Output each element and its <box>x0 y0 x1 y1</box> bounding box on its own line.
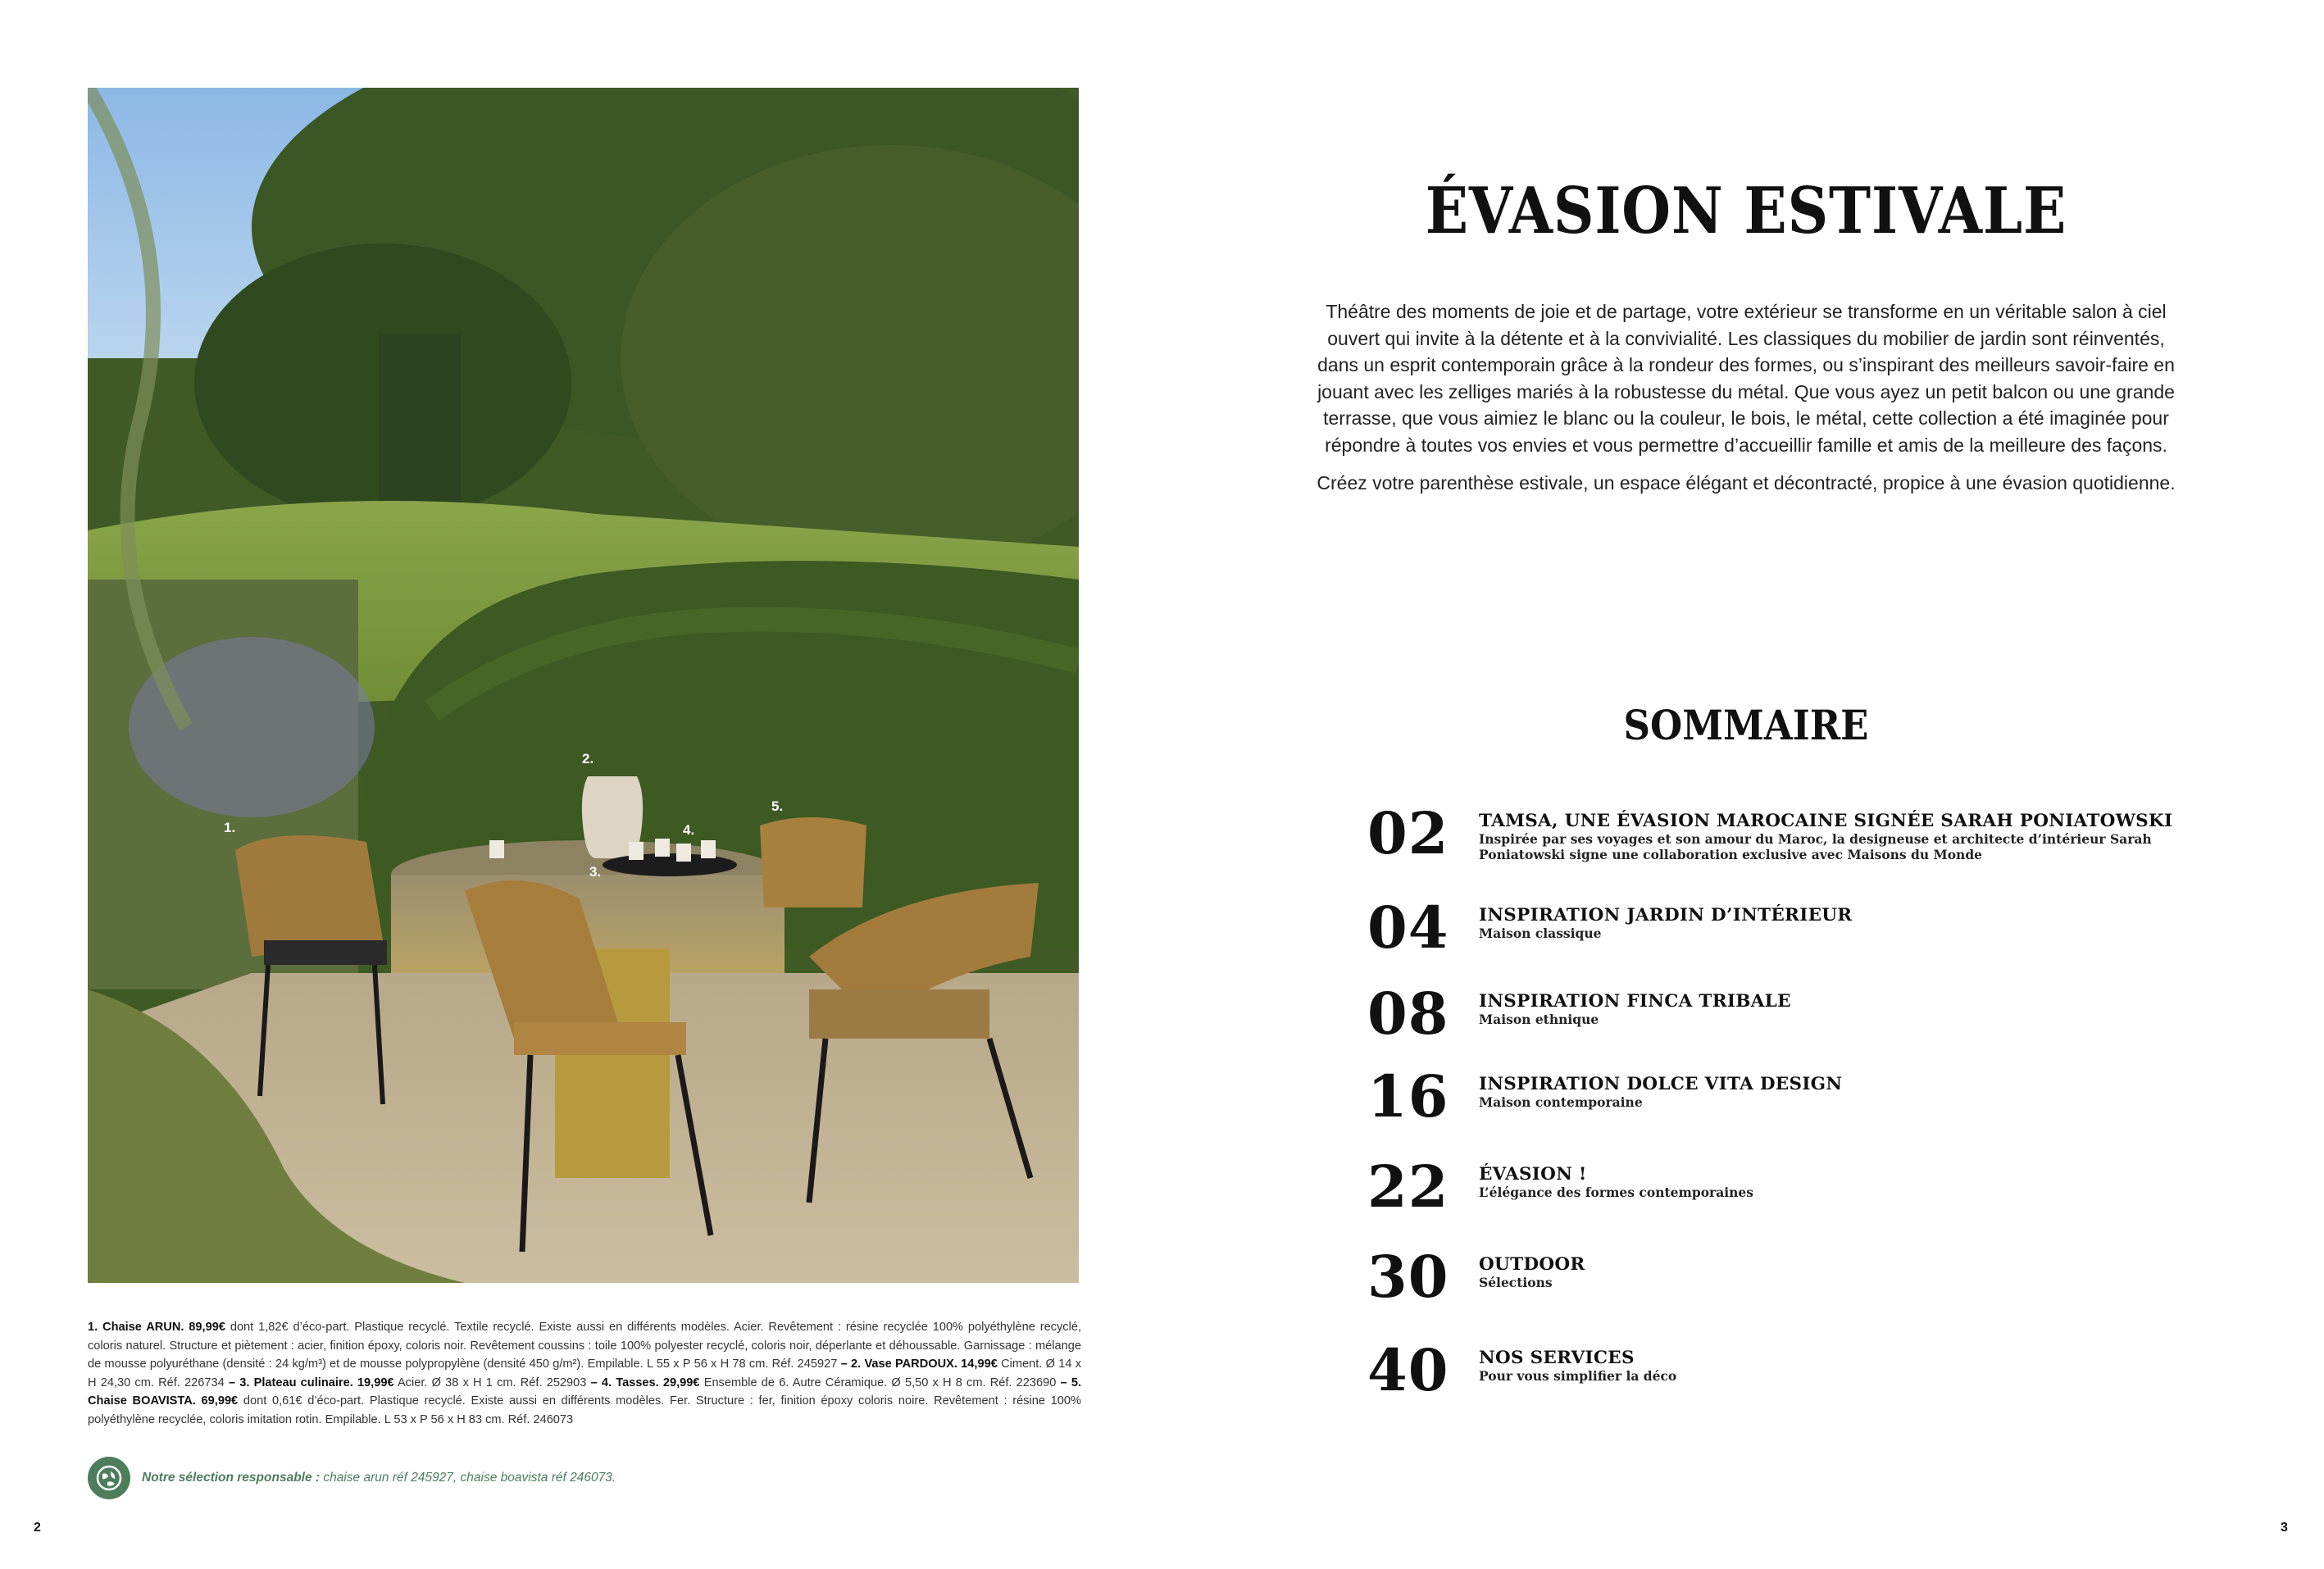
responsible-selection <box>88 1456 616 1500</box>
intro-text <box>1312 298 2181 508</box>
toc-title: TAMSA, UNE ÉVASION MAROCAINE SIGNÉE SARAH PONIATOWSKI <box>1479 811 2173 831</box>
caption-product-1-text: dont 1,82€ d’éco-part. Plastique recyclé. Textile recyclé. Existe aussi en différents modèles. Acier. Revêtement : résine recyclée 100% polyéthylène recyclé, coloris naturel. Structure et piètement : acier, finition époxy, coloris noir. Revêtement coussins : toile 100% polyester recyclé, coloris noir, déperlante et déhoussable. Garnissage : mélange de mousse polyuréthane (densité : 24 kg/m³) et de mousse polypropylène (densité 450 g/m²). Empilable. L 55 x P 56 x H 78 cm. Réf. 245927 <box>88 1321 1082 1371</box>
toc-title: INSPIRATION DOLCE VITA DESIGN <box>1479 1074 1843 1094</box>
toc-subtitle: Maison classique <box>1479 925 1602 941</box>
callout-2: 2. <box>582 751 594 766</box>
caption-product-5-text: dont 0,61€ d’éco-part. Plastique recyclé. Existe aussi en différents modèles. Fer. Structure : fer, finition époxy coloris noire. Revêtement : résine 100% polyéthylène recyclée, coloris imitation rotin. Empilable. L 53 x P 56 x H 83 cm. Réf. 246073 <box>88 1394 1081 1426</box>
toc-title: OUTDOOR <box>1479 1254 1585 1275</box>
toc-title: INSPIRATION JARDIN D’INTÉRIEUR <box>1479 905 1853 925</box>
callout-1: 1. <box>224 820 236 835</box>
toc-subtitle: Maison ethnique <box>1479 1012 1599 1027</box>
toc-page-number: 40 <box>1367 1336 1449 1404</box>
toc-page-number: 02 <box>1367 799 1449 867</box>
callout-5: 5. <box>771 798 784 814</box>
toc-subtitle: Pour vous simplifier la déco <box>1479 1368 1677 1384</box>
page-number-right: 3 <box>2281 1521 2288 1535</box>
sommaire-heading: SOMMAIRE <box>1623 701 1869 749</box>
caption-product-4-name: – 4. Tasses. 29,99€ <box>586 1376 700 1389</box>
toc-page-number: 22 <box>1367 1153 1449 1221</box>
caption-product-2-text: Ciment. Ø 14 x H 24,30 cm. Réf. 226734 <box>88 1358 1082 1389</box>
callout-4: 4. <box>683 822 695 838</box>
toc-page-number: 16 <box>1367 1062 1449 1130</box>
caption-product-3-text: Acier. Ø 38 x H 1 cm. Réf. 252903 <box>393 1376 587 1389</box>
responsible-selection-label: Notre sélection responsable : <box>142 1471 321 1485</box>
toc-subtitle: Sélections <box>1479 1275 1553 1290</box>
globe-leaf-icon <box>88 1457 130 1499</box>
toc-page-number: 08 <box>1367 980 1449 1048</box>
product-caption <box>88 1318 1081 1430</box>
responsible-selection-text <box>142 1471 616 1485</box>
toc-subtitle: Maison contemporaine <box>1479 1094 1643 1110</box>
toc-title: NOS SERVICES <box>1479 1348 1635 1368</box>
caption-product-1-name: 1. Chaise ARUN. 89,99€ <box>88 1321 225 1334</box>
toc-page-number: 04 <box>1367 894 1449 962</box>
intro-paragraph-1: Théâtre des moments de joie et de partage, votre extérieur se transforme en un véritable salon à ciel ouvert qui invite à la détente et à la convivialité. Les classiques du mobilier de jardin sont réinventés, dans un esprit contemporain grâce à la rondeur des formes, ou s’inspirant des meilleurs savoir-faire en jouant avec les zelliges mariés à la robustesse du métal. Que vous ayez un petit balcon ou une grande terrasse, que vous aimiez le blanc ou la couleur, le bois, le métal, cette collection a été imaginée pour répondre à toutes vos envies et vous permettre d’accueillir famille et amis de la meilleure des façons. <box>1317 301 2175 456</box>
responsible-selection-refs: chaise arun réf 245927, chaise boavista réf 246073. <box>320 1471 616 1485</box>
caption-product-4-text: Ensemble de 6. Autre Céramique. Ø 5,50 x H 8 cm. Réf. 223690 <box>699 1376 1057 1389</box>
toc-title: INSPIRATION FINCA TRIBALE <box>1479 991 1791 1012</box>
caption-product-5-name: – 5. Chaise BOAVISTA. 69,99€ <box>88 1376 1082 1408</box>
intro-paragraph-2: Créez votre parenthèse estivale, un espace élégant et décontracté, propice à une évasion quotidienne. <box>1317 472 2176 493</box>
garden-photo <box>88 88 1079 1283</box>
toc-subtitle: Inspirée par ses voyages et son amour du Maroc, la designeuse et architecte d’intérieur Sarah Poniatowski signe une collaboration exclusive avec Maisons du Monde <box>1479 831 2152 862</box>
page-number-left: 2 <box>34 1521 41 1535</box>
toc-title: ÉVASION ! <box>1479 1164 1587 1185</box>
garden-scene-image <box>88 88 1079 1283</box>
toc-subtitle: L’élégance des formes contemporaines <box>1479 1185 1754 1200</box>
callout-3: 3. <box>589 864 602 880</box>
caption-product-3-name: – 3. Plateau culinaire. 19,99€ <box>224 1376 394 1389</box>
toc-page-number: 30 <box>1367 1243 1449 1311</box>
page-title: ÉVASION ESTIVALE <box>1425 174 2067 248</box>
caption-product-2-name: – 2. Vase PARDOUX. 14,99€ <box>837 1358 998 1371</box>
